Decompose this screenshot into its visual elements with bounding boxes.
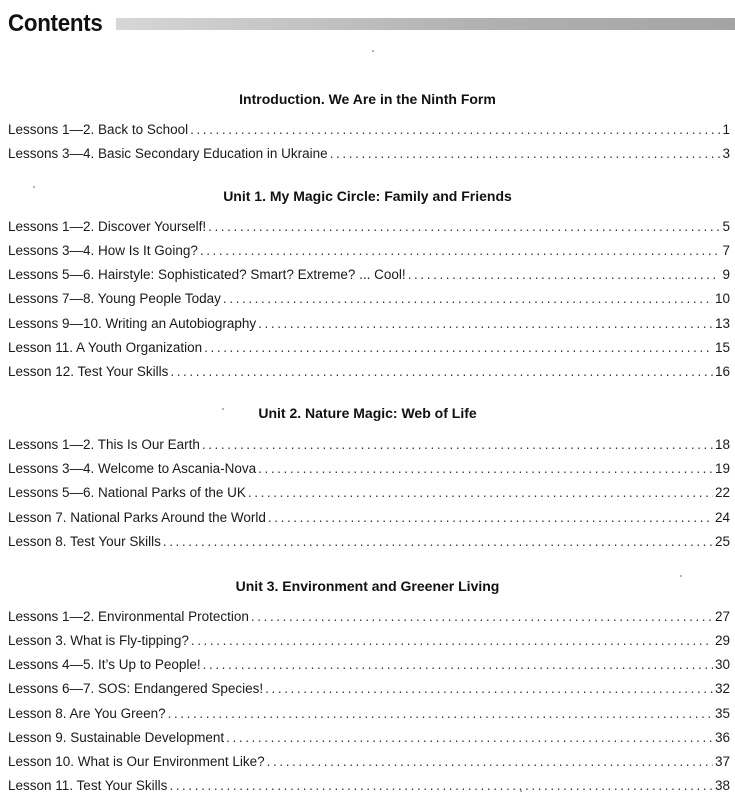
toc-entry-title: Lesson 12. Test Your Skills <box>8 364 169 379</box>
toc-entry-page: 22 <box>714 485 730 500</box>
toc-dot-leader <box>208 218 720 236</box>
toc-entry-page: 30 <box>714 657 730 672</box>
toc-entry-title: Lessons 7—8. Young People Today <box>8 291 221 306</box>
toc-dot-leader <box>248 484 713 502</box>
toc-entry-title: Lessons 3—4. How Is It Going? <box>8 243 198 258</box>
section-heading-introduction: Introduction. We Are in the Ninth Form <box>239 91 496 107</box>
toc-entry-page: 9 <box>722 267 730 282</box>
toc-entry[interactable] <box>8 729 730 747</box>
toc-dot-leader <box>163 533 713 551</box>
toc-entry-title: Lessons 9—10. Writing an Autobiography <box>8 316 257 331</box>
toc-entry-page: 15 <box>714 340 730 355</box>
toc-entry-title: Lesson 8. Test Your Skills <box>8 534 161 549</box>
toc-entry-page: 1 <box>722 122 730 137</box>
toc-entry-title: Lessons 5—6. Hairstyle: Sophisticated? Smart? Extreme? ... Cool! <box>8 267 406 282</box>
toc-entry[interactable] <box>8 363 730 381</box>
toc-entry-page: 29 <box>714 633 730 648</box>
toc-dot-leader <box>202 436 713 454</box>
toc-dot-leader <box>191 632 713 650</box>
toc-entry[interactable] <box>8 218 730 236</box>
scan-speck <box>222 408 224 410</box>
toc-entry-page: 35 <box>714 706 730 721</box>
toc-entry-page: 25 <box>714 534 730 549</box>
toc-entry-title: Lessons 4—5. It’s Up to People! <box>8 657 201 672</box>
toc-dot-leader <box>330 145 721 163</box>
toc-dot-leader <box>251 608 713 626</box>
toc-entry[interactable] <box>8 290 730 308</box>
toc-entry-page: 19 <box>714 461 730 476</box>
toc-entry[interactable] <box>8 608 730 626</box>
toc-entry[interactable] <box>8 436 730 454</box>
toc-entry[interactable] <box>8 509 730 527</box>
toc-entry[interactable] <box>8 632 730 650</box>
toc-entry-page: 38 <box>714 778 730 793</box>
toc-dot-leader <box>408 266 721 284</box>
toc-entry-page: 13 <box>714 316 730 331</box>
toc-dot-leader <box>226 729 713 747</box>
toc-entry-title: Lessons 1—2. This Is Our Earth <box>8 437 200 452</box>
toc-entry[interactable] <box>8 145 730 163</box>
toc-entry-title: Lessons 3—4. Welcome to Ascania-Nova <box>8 461 257 476</box>
page-title: Contents <box>8 10 103 37</box>
toc-entry-title: Lesson 11. A Youth Organization <box>8 340 203 355</box>
header-decorative-band <box>116 18 735 30</box>
section-heading-unit-2: Unit 2. Nature Magic: Web of Life <box>258 405 477 421</box>
toc-dot-leader <box>267 753 713 771</box>
toc-entry-title: Lessons 3—4. Basic Secondary Education in Ukraine <box>8 146 328 161</box>
toc-dot-leader <box>168 705 713 723</box>
scan-speck <box>372 50 374 52</box>
toc-entry-title: Lesson 3. What is Fly-tipping? <box>8 633 189 648</box>
toc-entry[interactable] <box>8 315 730 333</box>
toc-entry[interactable] <box>8 121 730 139</box>
toc-entry-page: 27 <box>714 609 730 624</box>
toc-entry-title: Lesson 10. What is Our Environment Like? <box>8 754 265 769</box>
toc-entry-page: 32 <box>714 681 730 696</box>
toc-entry[interactable] <box>8 753 730 771</box>
toc-entry-title: Lesson 9. Sustainable Development <box>8 730 225 745</box>
toc-dot-leader <box>203 656 713 674</box>
toc-entry[interactable] <box>8 680 730 698</box>
toc-entry-page: 16 <box>714 364 730 379</box>
toc-entry-title: Lessons 1—2. Discover Yourself! <box>8 219 207 234</box>
scan-speck <box>680 575 682 577</box>
toc-entry-page: 36 <box>714 730 730 745</box>
toc-dot-leader <box>200 242 721 260</box>
toc-dot-leader <box>169 777 713 795</box>
toc-entry-page: 7 <box>722 243 730 258</box>
toc-entry[interactable] <box>8 656 730 674</box>
toc-entry-title: Lesson 7. National Parks Around the World <box>8 510 266 525</box>
toc-entry-title: Lessons 6—7. SOS: Endangered Species! <box>8 681 264 696</box>
toc-entry-title: Lesson 11. Test Your Skills <box>8 778 168 793</box>
toc-entry-title: Lesson 8. Are You Green? <box>8 706 166 721</box>
toc-dot-leader <box>258 315 713 333</box>
scan-speck <box>33 186 35 188</box>
toc-entry[interactable] <box>8 339 730 357</box>
toc-entry-page: 3 <box>722 146 730 161</box>
toc-entry-page: 37 <box>714 754 730 769</box>
toc-dot-leader <box>265 680 713 698</box>
toc-entry[interactable] <box>8 242 730 260</box>
section-heading-unit-1: Unit 1. My Magic Circle: Family and Friends <box>223 188 512 204</box>
contents-header <box>0 6 735 42</box>
toc-dot-leader <box>223 290 713 308</box>
toc-entry-page: 5 <box>722 219 730 234</box>
toc-dot-leader <box>190 121 720 139</box>
toc-dot-leader <box>204 339 713 357</box>
toc-entry-title: Lessons 5—6. National Parks of the UK <box>8 485 246 500</box>
toc-entry[interactable] <box>8 533 730 551</box>
toc-entry-title: Lessons 1—2. Environmental Protection <box>8 609 249 624</box>
toc-entry-page: 10 <box>714 291 730 306</box>
toc-entry[interactable] <box>8 266 730 284</box>
toc-dot-leader <box>170 363 713 381</box>
toc-entry[interactable] <box>8 460 730 478</box>
scan-speck <box>520 790 522 792</box>
toc-entry[interactable] <box>8 484 730 502</box>
toc-entry[interactable] <box>8 705 730 723</box>
toc-entry-page: 24 <box>714 510 730 525</box>
toc-dot-leader <box>258 460 713 478</box>
toc-entry-page: 18 <box>714 437 730 452</box>
toc-entry[interactable] <box>8 777 730 795</box>
toc-dot-leader <box>268 509 713 527</box>
section-heading-unit-3: Unit 3. Environment and Greener Living <box>235 578 500 594</box>
toc-entry-title: Lessons 1—2. Back to School <box>8 122 189 137</box>
